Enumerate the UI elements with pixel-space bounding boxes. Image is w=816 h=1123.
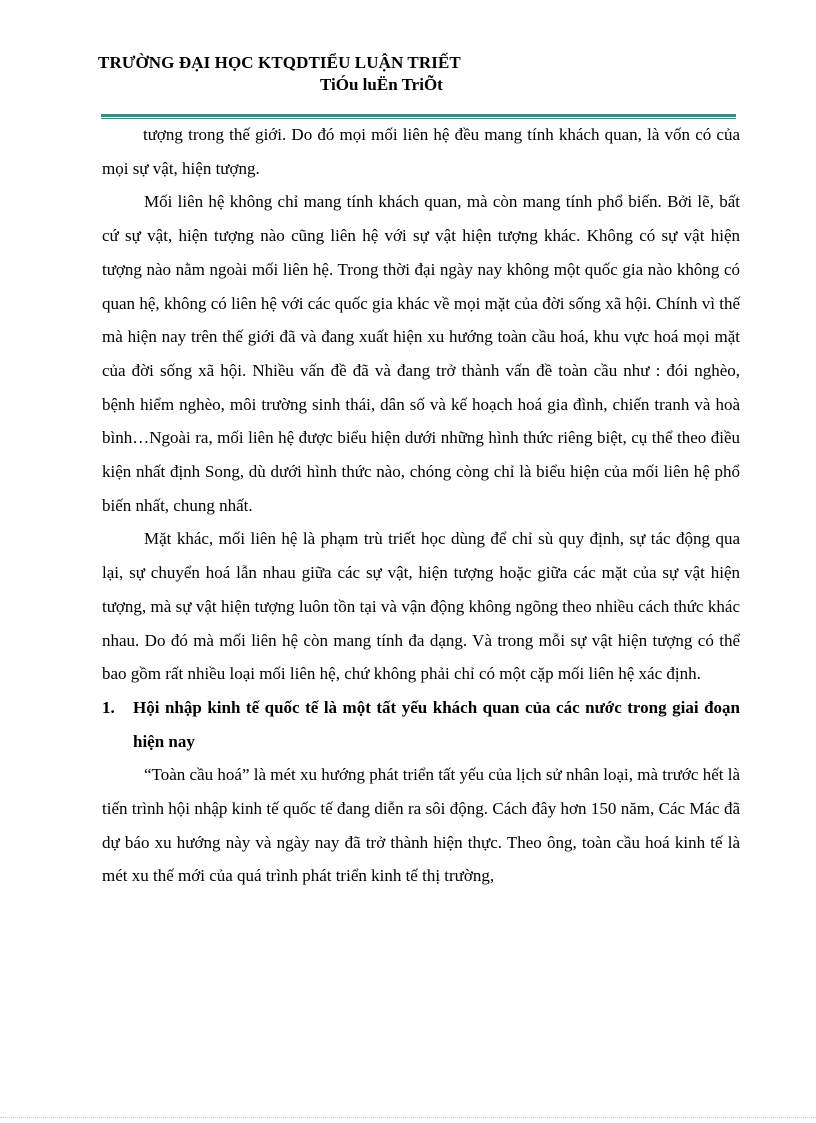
- header-subtitle: TiÓu luËn TriÕt: [320, 75, 443, 94]
- page-bottom-divider: [0, 1117, 816, 1118]
- section-title: Hội nhập kinh tế quốc tế là một tất yếu khách quan của các nước trong giai đoạn hiện nay: [133, 697, 740, 751]
- document-body: [102, 118, 740, 893]
- section-heading: [102, 691, 740, 758]
- header-title: TRƯỜNG ĐẠI HỌC KTQDTIỂU LUẬN TRIẾT: [98, 53, 461, 72]
- paragraph-1: tượng trong thế giới. Do đó mọi mối liên hệ đều mang tính khách quan, là vốn có của mọi sự vật, hiện tượng.: [102, 125, 740, 178]
- paragraph-2: Mối liên hệ không chỉ mang tính khách quan, mà còn mang tính phổ biến. Bởi lẽ, bất cứ sự vật, hiện tượng nào cũng liên hệ với sự vật hiện tượng khác. Không có sự vật hiện tượng nào nằm ngoài mối liên hệ. Trong thời đại ngày nay không một quốc gia nào không có quan hệ, không có liên hệ với các quốc gia khác về mọi mặt của đời sống xã hội. Chính vì thế mà hiện nay trên thế giới đã và đang xuất hiện xu hướng toàn cầu hoá, khu vực hoá mọi mặt của đời sống xã hội. Nhiều vấn đề đã và đang trở thành vấn đề toàn cầu như : đói nghèo, bệnh hiểm nghèo, môi trường sinh thái, dân số và kế hoạch hoá gia đình, chiến tranh và hoà bình…Ngoài ra, mối liên hệ được biểu hiện dưới những hình thức riêng biệt, cụ thể theo điều kiện nhất định Song, dù dưới hình thức nào, chóng còng chỉ là biểu hiện của mối liên hệ phổ biến nhất, chung nhất.: [102, 192, 740, 515]
- paragraph-4: “Toàn cầu hoá” là mét xu hướng phát triển tất yếu của lịch sử nhân loại, mà trước hết là tiến trình hội nhập kinh tế quốc tế đang diễn ra sôi động. Cách đây hơn 150 năm, Các Mác đã dự báo xu hướng này và ngày nay đã trở thành hiện thực. Theo ông, toàn cầu hoá kinh tế là mét xu thế mới của quá trình phát triển kinh tế thị trường,: [102, 765, 740, 886]
- section-number: 1.: [102, 697, 115, 717]
- page-header: [98, 52, 738, 96]
- paragraph-3: Mặt khác, mối liên hệ là phạm trù triết học dùng để chỉ sù quy định, sự tác động qua lại, sự chuyển hoá lẫn nhau giữa các sự vật, hiện tượng hoặc giữa các mặt của sự vật hiện tượng, mà sự vật hiện tượng luôn tồn tại và vận động không ngõng theo nhiều cách thức khác nhau. Do đó mà mối liên hệ còn mang tính đa dạng. Và trong mỗi sự vật hiện tượng có thể bao gồm rất nhiều loại mối liên hệ, chứ không phải chỉ có một cặp mối liên hệ xác định.: [102, 529, 740, 684]
